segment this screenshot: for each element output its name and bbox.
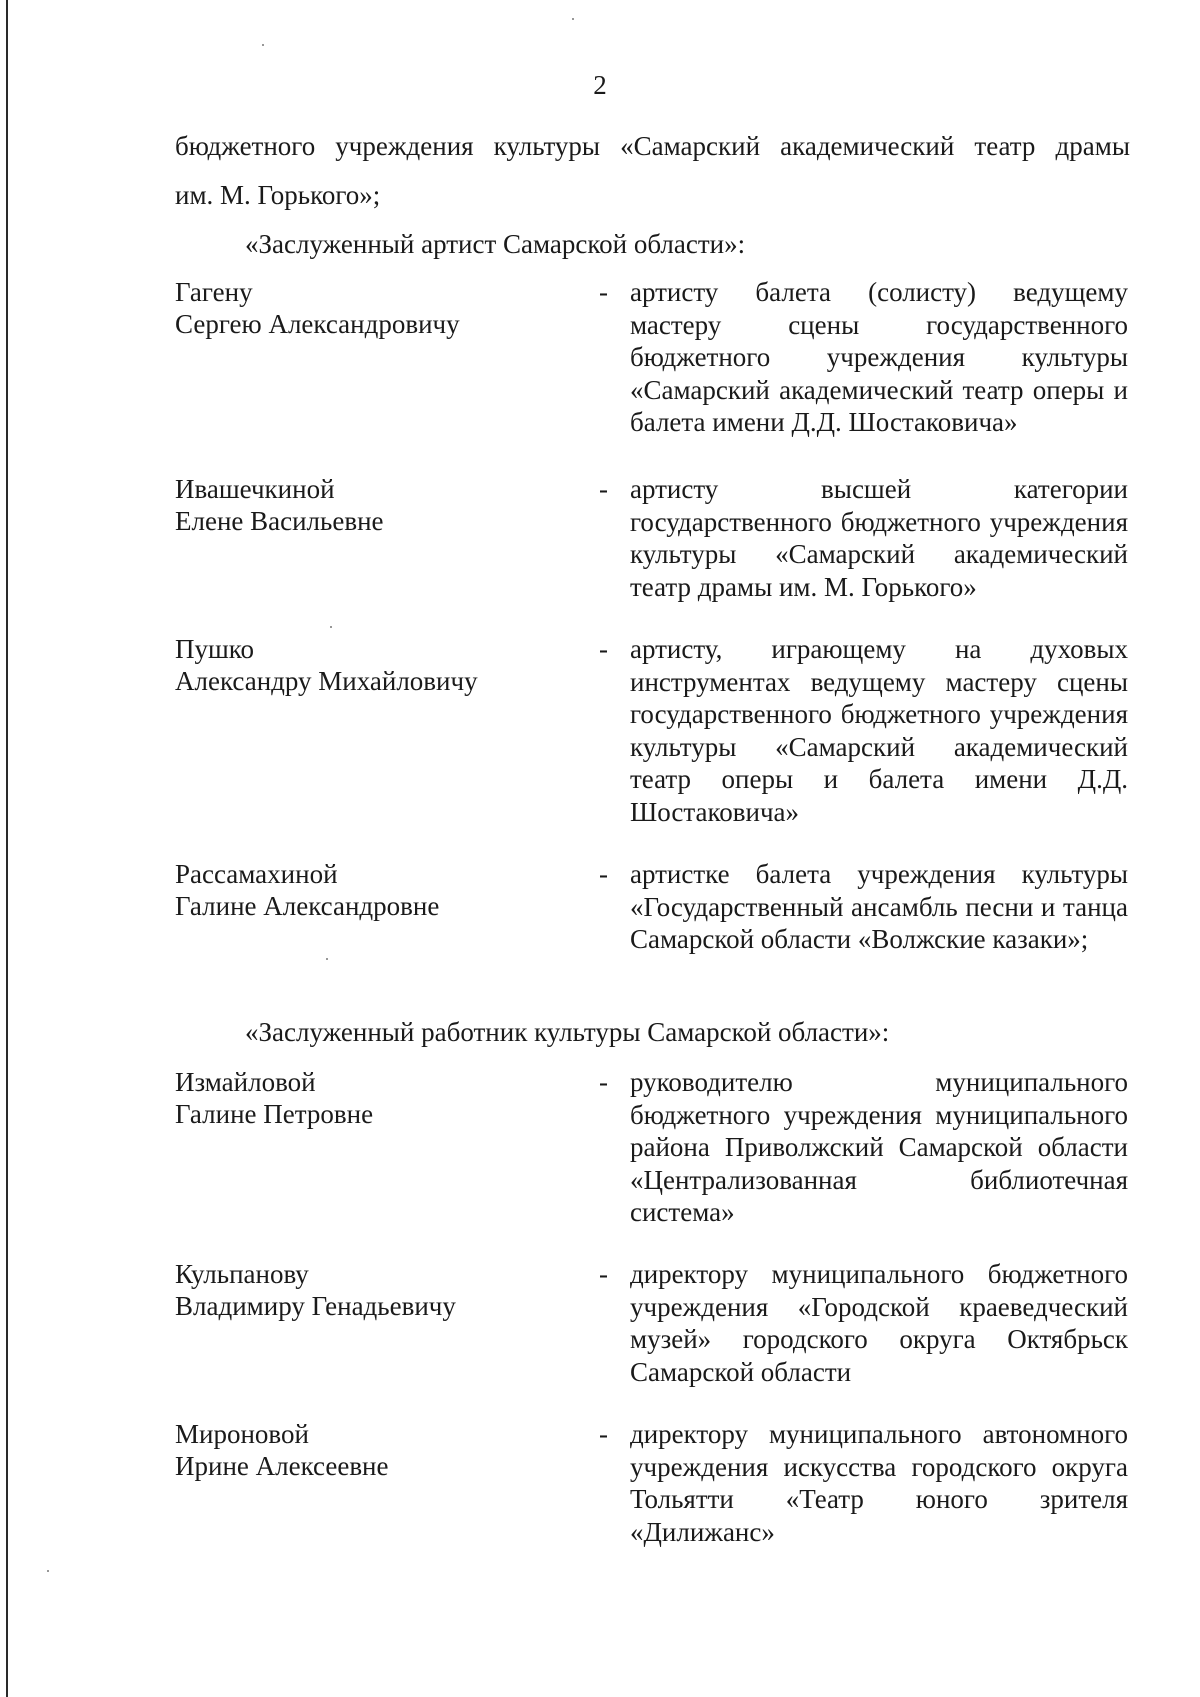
intro-line-2: им. М. Горького»; [175, 180, 381, 210]
recipient-given-name: Ирине Алексеевне [175, 1451, 389, 1481]
section-heading-culture-worker: «Заслуженный работник культуры Самарской области»: [245, 1017, 890, 1047]
recipient-position: артисту высшей категории государственного бюджетного учреждения культуры «Самарский академический театр драмы им. М. Горького» [630, 474, 1128, 602]
separator-dash: - [599, 1259, 608, 1289]
recipient-surname: Кульпанову [175, 1259, 309, 1289]
recipient-position: артисту, играющему на духовых инструментах ведущему мастеру сцены государственного бюджетного учреждения культуры «Самарский академический театр оперы и балета имени Д.Д. Шостаковича» [630, 634, 1128, 827]
separator-dash: - [599, 634, 608, 664]
intro-line-1: бюджетного учреждения культуры «Самарский академический театр драмы [175, 131, 1130, 161]
recipient-given-name: Александру Михайловичу [175, 666, 478, 696]
scan-speck [262, 44, 264, 46]
recipient-given-name: Галине Петровне [175, 1099, 374, 1129]
separator-dash: - [599, 1067, 608, 1097]
recipient-given-name: Галине Александровне [175, 891, 440, 921]
scan-edge-line [6, 0, 8, 1697]
recipient-given-name: Сергею Александровичу [175, 309, 460, 339]
separator-dash: - [599, 859, 608, 889]
recipient-position: директору муниципального автономного учреждения искусства городского округа Тольятти «Театр юного зрителя «Дилижанс» [630, 1419, 1128, 1547]
recipient-surname: Ивашечкиной [175, 474, 335, 504]
recipient-surname: Гагену [175, 277, 253, 307]
recipient-position: руководителю муниципального бюджетного учреждения муниципального района Приволжский Самарской области «Централизованная библиотечная система» [630, 1067, 1128, 1227]
recipient-position: артисту балета (солисту) ведущему мастеру сцены государственного бюджетного учреждения культуры «Самарский академический театр оперы и балета имени Д.Д. Шостаковича» [630, 277, 1128, 437]
recipient-position: директору муниципального бюджетного учреждения «Городской краеведческий музей» городского округа Октябрьск Самарской области [630, 1259, 1128, 1387]
recipient-position: артистке балета учреждения культуры «Государственный ансамбль песни и танца Самарской области «Волжские казаки»; [630, 859, 1128, 954]
scan-speck [330, 626, 332, 628]
recipient-surname: Рассамахиной [175, 859, 338, 889]
recipient-surname: Измайловой [175, 1067, 316, 1097]
recipient-surname: Пушко [175, 634, 255, 664]
scan-speck [572, 18, 574, 20]
page-number: 2 [593, 70, 607, 100]
section-heading-artist: «Заслуженный артист Самарской области»: [245, 229, 746, 259]
recipient-given-name: Елене Васильевне [175, 506, 384, 536]
scan-speck [47, 1570, 49, 1572]
recipient-surname: Мироновой [175, 1419, 309, 1449]
scan-speck [326, 958, 328, 960]
separator-dash: - [599, 277, 608, 307]
recipient-given-name: Владимиру Генадьевичу [175, 1291, 456, 1321]
separator-dash: - [599, 1419, 608, 1449]
separator-dash: - [599, 474, 608, 504]
